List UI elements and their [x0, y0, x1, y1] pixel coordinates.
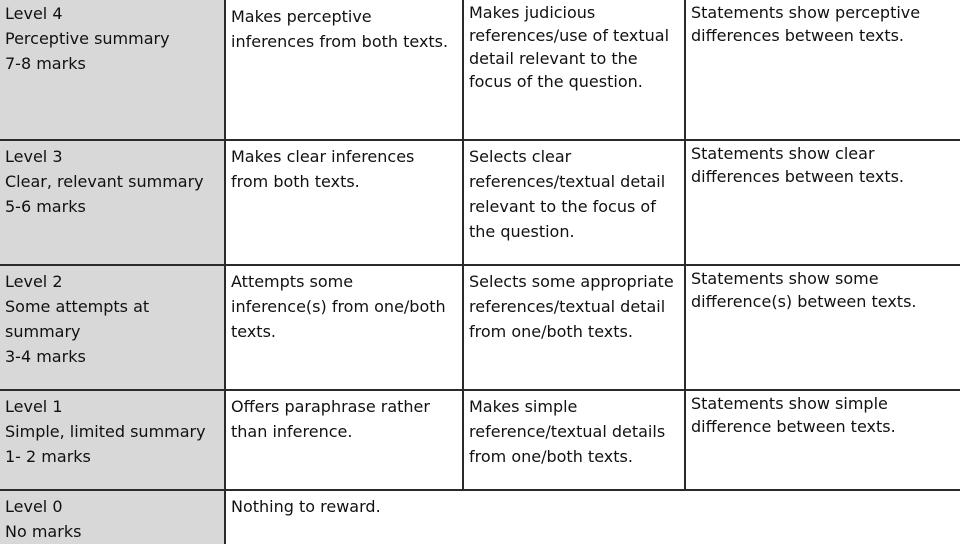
cell-text-line: Makes perceptive — [231, 7, 372, 26]
references-cell — [463, 265, 685, 390]
cell-text-line: texts. — [231, 322, 276, 341]
cell-text-line: references/textual detail — [469, 297, 666, 316]
cell-text-line: references/use of textual — [469, 26, 670, 45]
cell-text-line: Makes judicious — [469, 3, 596, 22]
cell-text-line: difference(s) between texts. — [691, 292, 917, 311]
level-cell — [0, 140, 225, 265]
inference-cell — [225, 140, 463, 265]
references-cell — [463, 0, 685, 140]
cell-text-line: Makes simple — [469, 397, 578, 416]
cell-text-line: Statements show perceptive — [691, 3, 921, 22]
cell-text-line: Selects clear — [469, 147, 572, 166]
statements-cell — [685, 0, 960, 140]
cell-text-line: Offers paraphrase rather — [231, 397, 430, 416]
level-cell — [0, 265, 225, 390]
cell-text-line: relevant to the focus of — [469, 197, 656, 216]
level-descriptor: Simple, limited summary — [5, 422, 206, 441]
level-marks: 1- 2 marks — [5, 447, 91, 466]
statements-cell — [685, 390, 960, 490]
cell-text-line: inferences from both texts. — [231, 32, 449, 51]
table-row-level-3 — [0, 140, 960, 265]
table-row-level-4 — [0, 0, 960, 140]
level-descriptor: Some attempts at — [5, 297, 150, 316]
level-marks: 3-4 marks — [5, 347, 86, 366]
cell-text-line: inference(s) from one/both — [231, 297, 446, 316]
level-cell — [0, 490, 225, 544]
inference-cell — [225, 390, 463, 490]
cell-text-line: than inference. — [231, 422, 353, 441]
level-title: Level 4 — [5, 4, 63, 23]
cell-text-line: Statements show some — [691, 269, 879, 288]
cell-text-line: references/textual detail — [469, 172, 666, 191]
level-cell — [0, 390, 225, 490]
level-title: Level 2 — [5, 272, 63, 291]
table-row-level-0 — [0, 490, 960, 544]
level-descriptor: summary — [5, 322, 81, 341]
cell-text-line: from one/both texts. — [469, 447, 633, 466]
cell-text-line: from one/both texts. — [469, 322, 633, 341]
cell-text-line: from both texts. — [231, 172, 360, 191]
table-row-level-2 — [0, 265, 960, 390]
cell-text-line: Selects some appropriate — [469, 272, 674, 291]
cell-text-line: reference/textual details — [469, 422, 666, 441]
references-cell — [463, 140, 685, 265]
references-cell — [463, 390, 685, 490]
cell-text-line: Makes clear inferences — [231, 147, 415, 166]
inference-cell — [225, 0, 463, 140]
level-title: Level 0 — [5, 497, 63, 516]
level-title: Level 1 — [5, 397, 63, 416]
cell-text-line: differences between texts. — [691, 167, 905, 186]
table-row-level-1 — [0, 390, 960, 490]
cell-text-line: differences between texts. — [691, 26, 905, 45]
level-cell — [0, 0, 225, 140]
cell-text-line: detail relevant to the — [469, 49, 638, 68]
cell-text-line: Attempts some — [231, 272, 354, 291]
level-marks: No marks — [5, 522, 82, 541]
cell-text-line: difference between texts. — [691, 417, 896, 436]
level-descriptor: Perceptive summary — [5, 29, 170, 48]
level-marks: 7-8 marks — [5, 54, 86, 73]
cell-text-line: Statements show simple — [691, 394, 888, 413]
level-marks: 5-6 marks — [5, 197, 86, 216]
statements-cell — [685, 140, 960, 265]
statements-cell — [685, 265, 960, 390]
level-title: Level 3 — [5, 147, 63, 166]
cell-text-line: focus of the question. — [469, 72, 643, 91]
inference-cell — [225, 265, 463, 390]
level-descriptor: Clear, relevant summary — [5, 172, 204, 191]
cell-text-line: Nothing to reward. — [231, 497, 381, 516]
nothing-to-reward-cell — [225, 490, 960, 544]
cell-text-line: the question. — [469, 222, 575, 241]
cell-text-line: Statements show clear — [691, 144, 875, 163]
